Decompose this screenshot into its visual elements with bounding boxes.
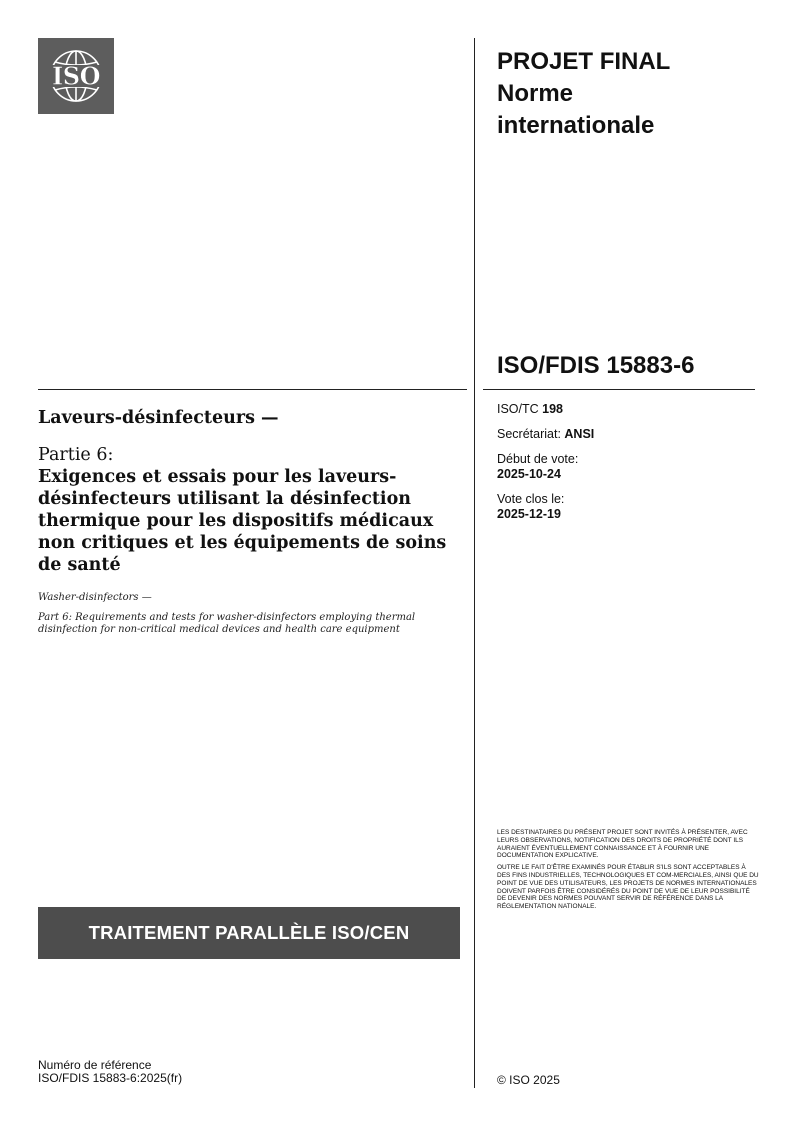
notice-paragraph-1: LES DESTINATAIRES DU PRÉSENT PROJET SONT INVITÉS À PRÉSENTER, AVEC LEURS OBSERVATIONS, NOTIFICATION DES DROITS DE PROPRIÉTÉ DONT ILS AURAIENT ÉVENTUELLEMENT CONNAISSANCE ET À FOURNIR UNE DOCUMENTATION EXPLICATIVE. <box>497 829 748 860</box>
secretariat <box>497 427 757 442</box>
document-stage-header <box>497 46 777 142</box>
vertical-divider <box>474 38 475 1088</box>
iso-globe-icon <box>38 38 114 114</box>
notice-paragraph-2: OUTRE LE FAIT D'ÊTRE EXAMINÉS POUR ÉTABLIR S'ILS SONT ACCEPTABLES À DES FINS INDUSTRIELLES, TECHNOLOGIQUES ET COM-MERCIALES, AINSI QUE DU POINT DE VUE DES UTILISATEURS, LES PROJETS DE NORMES INTERNATIONALES DOIVENT PARFOIS ÊTRE CONSIDÉRÉS DU POINT DE VUE DE LEUR POSSIBILITÉ DE DEVENIR DES NORMES POUVANT SERVIR DE RÉFÉRENCE DANS LA RÉGLEMENTATION NATIONALE. <box>497 864 759 911</box>
logo-text: ISO <box>52 61 100 91</box>
reference-value: ISO/FDIS 15883-6:2025(fr) <box>38 1071 183 1085</box>
tc-value: 198 <box>542 402 564 416</box>
horizontal-rule-left <box>38 389 467 390</box>
document-number: ISO/FDIS 15883-6 <box>497 352 695 379</box>
copyright: © ISO 2025 <box>497 1073 560 1087</box>
doc-type-line1: Norme <box>497 80 574 107</box>
reference-number <box>38 1059 182 1085</box>
draft-notice <box>497 829 759 915</box>
vote-start-value: 2025-10-24 <box>497 467 561 481</box>
doc-type-line2: internationale <box>497 112 655 139</box>
vote-end-label: Vote clos le: <box>497 492 565 506</box>
english-main-title: Washer-disinfectors — <box>38 592 152 603</box>
part-label: Partie 6: <box>38 445 114 465</box>
banner-text: TRAITEMENT PARALLÈLE ISO/CEN <box>88 922 410 943</box>
stage-label: PROJET FINAL <box>497 48 671 75</box>
vote-end <box>497 492 757 522</box>
technical-committee <box>497 402 757 417</box>
vote-end-value: 2025-12-19 <box>497 507 561 521</box>
secretariat-label: Secrétariat: <box>497 427 561 441</box>
main-title: Laveurs-désinfecteurs — <box>38 408 279 428</box>
part-title: Exigences et essais pour les laveurs-désinfecteurs utilisant la désinfection thermique pour les dispositifs médicaux non critiques et les équipements de soins de santé <box>38 467 447 575</box>
secretariat-value: ANSI <box>564 427 595 441</box>
tc-label: ISO/TC <box>497 402 539 416</box>
title-block <box>38 406 463 644</box>
vote-start-label: Début de vote: <box>497 452 579 466</box>
reference-label: Numéro de référence <box>38 1058 152 1072</box>
horizontal-rule-right <box>483 389 755 390</box>
iso-logo <box>38 38 114 114</box>
vote-start <box>497 452 757 482</box>
parallel-processing-banner <box>38 907 460 959</box>
english-part-title: Part 6: Requirements and tests for washer-disinfectors employing thermal disinfection for non-critical medical devices and health care equipment <box>38 612 416 635</box>
document-meta <box>497 402 757 532</box>
